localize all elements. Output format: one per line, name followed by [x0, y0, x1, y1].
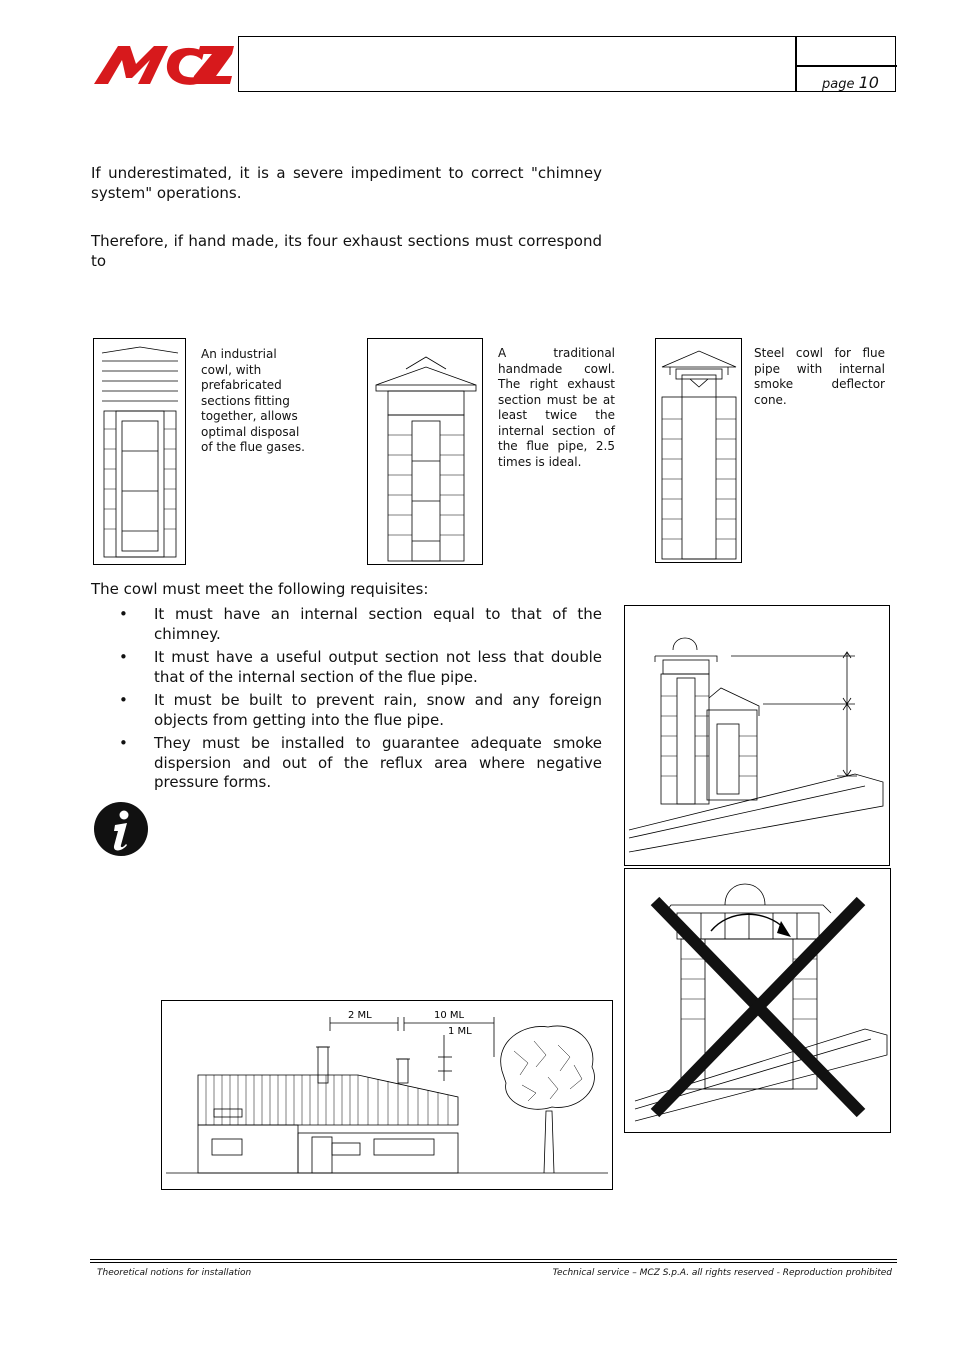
paragraph-underestimated: If underestimated, it is a severe impediment to correct "chimney system" operations.	[91, 164, 602, 202]
footer-right: Technical service – MCZ S.p.A. all rights reserved - Reproduction prohibited	[552, 1268, 892, 1278]
info-icon	[93, 801, 149, 857]
mcz-logo	[92, 44, 234, 86]
list-item: • It must have a useful output section not less that double that of the internal section of the flue pipe.	[119, 648, 602, 686]
footer-left: Theoretical notions for installation	[97, 1268, 252, 1278]
requisites-intro: The cowl must meet the following requisites:	[91, 580, 429, 598]
header-box	[238, 36, 896, 92]
steel-cowl-caption: Steel cowl for flue pipe with internal smoke deflector cone.	[754, 346, 885, 407]
list-item: • It must be built to prevent rain, snow and any foreign objects from getting into the flue pipe.	[119, 691, 602, 729]
steel-cowl-figure	[655, 338, 742, 563]
house-distance-figure	[161, 1000, 613, 1190]
footer-rule	[90, 1259, 897, 1260]
list-item: • It must have an internal section equal to that of the chimney.	[119, 605, 602, 643]
handmade-cowl-figure	[367, 338, 483, 565]
wrong-cowl-installation-figure	[624, 868, 891, 1133]
dimension-2ml: 2 ML	[348, 1010, 372, 1021]
chimney-height-figure	[624, 605, 890, 866]
paragraph-exhaust-sections: Therefore, if hand made, its four exhaust sections must correspond to	[91, 232, 602, 270]
page-label: page	[822, 77, 855, 92]
requisites-list	[91, 605, 602, 797]
page-number: 10	[858, 73, 879, 92]
page-number-label	[822, 73, 879, 92]
dimension-10ml: 10 ML	[434, 1010, 465, 1021]
footer-rule	[90, 1262, 897, 1263]
handmade-cowl-caption: A traditional handmade cowl. The right exhaust section must be at least twice the internal section of the flue pipe, 2.5 times is ideal.	[498, 346, 615, 469]
list-item: • They must be installed to guarantee adequate smoke dispersion and out of the reflux area where negative pressure forms.	[119, 734, 602, 791]
dimension-1ml: 1 ML	[448, 1026, 472, 1037]
industrial-cowl-caption: An industrial cowl, with prefabricated sections fitting together, allows optimal disposal of the flue gases.	[201, 347, 305, 454]
industrial-cowl-figure	[93, 338, 186, 565]
